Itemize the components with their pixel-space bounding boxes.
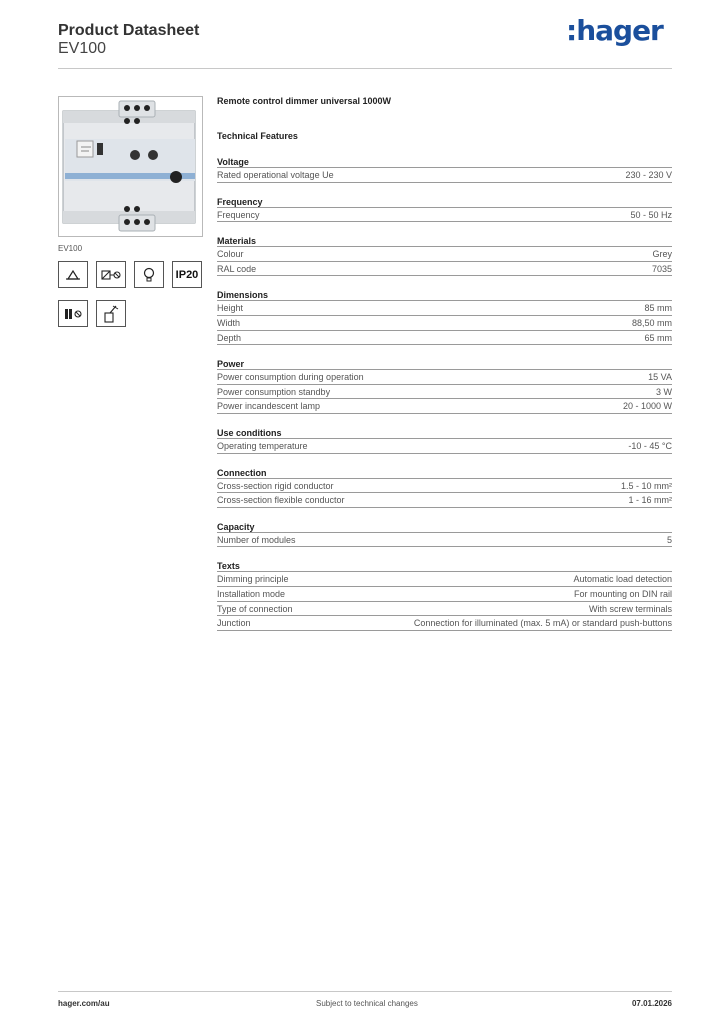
spec-value: 50 - 50 Hz — [630, 209, 672, 220]
spec-label: Junction — [217, 618, 251, 629]
feature-groups — [217, 157, 672, 631]
spec-row — [217, 331, 672, 346]
footer-divider — [58, 991, 672, 992]
spec-group — [217, 197, 672, 223]
spec-label: Width — [217, 317, 241, 328]
spec-label: Depth — [217, 332, 242, 343]
spec-row — [217, 399, 672, 414]
spec-group-title: Texts — [217, 561, 672, 572]
document-title: Remote control dimmer universal 1000W — [217, 96, 392, 106]
features-heading: Technical Features — [217, 131, 298, 141]
footer-website: hager.com/au — [58, 999, 110, 1008]
spec-label: Frequency — [217, 209, 260, 220]
spec-value: Connection for illuminated (max. 5 mA) or standard push-buttons — [413, 618, 672, 629]
spec-value: 15 VA — [648, 372, 672, 383]
dimmer-symbol-icon — [96, 261, 126, 288]
spec-label: Power incandescent lamp — [217, 401, 321, 412]
spec-group-title: Voltage — [217, 157, 672, 168]
spec-group — [217, 561, 672, 630]
spec-label: Operating temperature — [217, 440, 308, 451]
spec-value: Grey — [652, 249, 672, 260]
photo-caption: EV100 — [58, 244, 83, 253]
spec-label: Rated operational voltage Ue — [217, 170, 334, 180]
spec-row — [217, 208, 672, 223]
spec-value: 7035 — [651, 263, 672, 274]
spec-row — [217, 572, 672, 587]
spec-group-title: Dimensions — [217, 290, 672, 301]
spec-value: 65 mm — [644, 332, 672, 343]
spec-label: Power consumption standby — [217, 386, 331, 397]
page-title: Product Datasheet — [58, 22, 200, 39]
spec-row — [217, 168, 672, 183]
spec-value: 3 W — [655, 386, 672, 397]
spec-label: Power consumption during operation — [217, 372, 364, 383]
spec-group — [217, 428, 672, 454]
spec-group — [217, 468, 672, 508]
spec-value: Automatic load detection — [573, 574, 672, 585]
spec-row — [217, 493, 672, 508]
spec-value: 1.5 - 10 mm² — [620, 480, 672, 491]
spec-row — [217, 616, 672, 631]
spec-label: Height — [217, 303, 244, 314]
spec-row — [217, 602, 672, 617]
footer-date: 07.01.2026 — [631, 999, 672, 1008]
spec-label: Cross-section rigid conductor — [217, 480, 334, 491]
product-code: EV100 — [58, 40, 107, 57]
ip20-label: IP20 — [175, 268, 199, 281]
spec-row — [217, 301, 672, 316]
push-button-icon — [96, 300, 126, 327]
spec-row — [217, 439, 672, 454]
terminal-symbol-icon — [58, 261, 88, 288]
spec-value: -10 - 45 °C — [628, 440, 672, 451]
lamp-bulb-icon — [134, 261, 164, 288]
spec-group — [217, 290, 672, 345]
spec-group-title: Materials — [217, 236, 672, 247]
spec-group — [217, 359, 672, 414]
spec-label: Type of connection — [217, 603, 293, 614]
footer-notice: Subject to technical changes — [316, 999, 418, 1008]
din-module-icon — [58, 300, 88, 327]
spec-row — [217, 479, 672, 494]
spec-group-title: Frequency — [217, 197, 672, 208]
spec-value: 5 — [666, 534, 672, 545]
spec-label: Number of modules — [217, 534, 296, 545]
ip20-rating — [172, 261, 202, 288]
spec-value: For mounting on DIN rail — [573, 588, 672, 599]
spec-group — [217, 236, 672, 276]
spec-row — [217, 370, 672, 385]
spec-group-title: Connection — [217, 468, 672, 479]
spec-value: With screw terminals — [588, 603, 672, 614]
spec-group — [217, 157, 672, 183]
technical-content — [217, 96, 672, 631]
spec-label: RAL code — [217, 263, 257, 274]
spec-label: Cross-section flexible conductor — [217, 495, 345, 506]
spec-value: 88,50 mm — [631, 317, 672, 328]
spec-group-title: Power — [217, 359, 672, 370]
spec-label: Installation mode — [217, 588, 286, 599]
spec-row — [217, 247, 672, 262]
spec-row — [217, 316, 672, 331]
spec-row — [217, 533, 672, 548]
spec-label: Dimming principle — [217, 574, 289, 585]
spec-value: 85 mm — [644, 303, 672, 314]
product-photo — [58, 96, 203, 237]
spec-value: 1 - 16 mm² — [628, 495, 672, 506]
spec-row — [217, 262, 672, 277]
product-photo-icon — [59, 97, 202, 236]
spec-group-title: Use conditions — [217, 428, 672, 439]
spec-group-title: Capacity — [217, 522, 672, 533]
spec-row — [217, 385, 672, 400]
spec-group — [217, 522, 672, 548]
header-divider — [58, 68, 672, 69]
spec-label: Colour — [217, 249, 244, 260]
spec-value: 20 - 1000 W — [622, 401, 672, 412]
spec-row — [217, 587, 672, 602]
hager-logo: :hager — [566, 14, 663, 47]
spec-value: 230 - 230 V — [625, 170, 672, 180]
